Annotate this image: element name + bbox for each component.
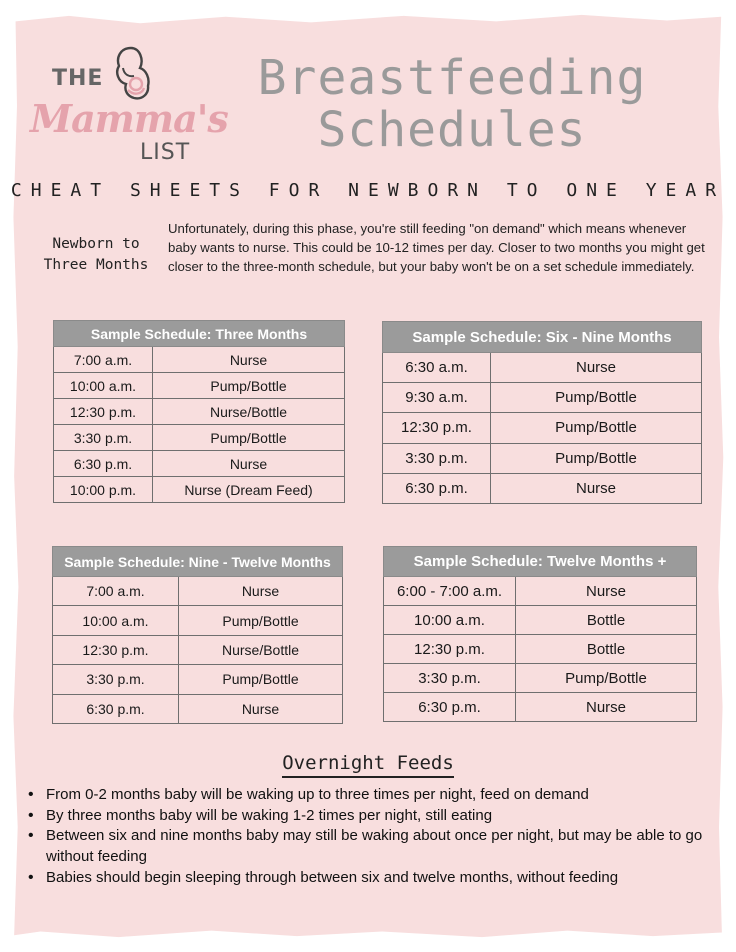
table-row xyxy=(54,373,345,399)
schedule-table-three-months xyxy=(53,320,345,503)
table-row xyxy=(54,451,345,477)
time-cell: 6:00 - 7:00 a.m. xyxy=(384,577,516,606)
activity-cell: Nurse (Dream Feed) xyxy=(153,477,345,503)
time-cell: 12:30 p.m. xyxy=(384,635,516,664)
time-cell: 10:00 a.m. xyxy=(53,606,179,635)
table-row xyxy=(384,606,697,635)
table-row xyxy=(384,577,697,606)
time-cell: 6:30 p.m. xyxy=(53,694,179,723)
page-subtitle: CHEAT SHEETS FOR NEWBORN TO ONE YEAR xyxy=(10,180,726,201)
time-cell: 3:30 p.m. xyxy=(384,664,516,693)
table-row xyxy=(54,477,345,503)
schedule-table-twelve-months-plus xyxy=(383,546,697,722)
time-cell: 6:30 a.m. xyxy=(383,353,491,383)
activity-cell: Nurse xyxy=(179,694,343,723)
time-cell: 10:00 a.m. xyxy=(384,606,516,635)
table-row xyxy=(53,665,343,694)
time-cell: 10:00 p.m. xyxy=(54,477,153,503)
table-row xyxy=(384,664,697,693)
time-cell: 10:00 a.m. xyxy=(54,373,153,399)
activity-cell: Nurse/Bottle xyxy=(179,635,343,664)
table-row xyxy=(53,694,343,723)
time-cell: 12:30 p.m. xyxy=(383,413,491,443)
activity-cell: Nurse/Bottle xyxy=(153,399,345,425)
list-item: • Babies should begin sleeping through between six and twelve months, without feeding xyxy=(26,868,716,889)
activity-cell: Nurse xyxy=(516,693,697,722)
table-row xyxy=(54,347,345,373)
newborn-label xyxy=(32,234,160,276)
time-cell: 12:30 p.m. xyxy=(53,635,179,664)
logo xyxy=(30,44,228,174)
table-title: Sample Schedule: Six - Nine Months xyxy=(383,322,702,353)
table-row xyxy=(54,425,345,451)
activity-cell: Pump/Bottle xyxy=(491,443,702,473)
logo-mammas: Mamma's xyxy=(30,96,228,141)
list-item: • From 0-2 months baby will be waking up to three times per night, feed on demand xyxy=(26,785,716,806)
table-row xyxy=(383,383,702,413)
table-row xyxy=(384,693,697,722)
table-row xyxy=(53,606,343,635)
time-cell: 3:30 p.m. xyxy=(383,443,491,473)
activity-cell: Pump/Bottle xyxy=(153,373,345,399)
table-row xyxy=(383,443,702,473)
title-line-2: Schedules xyxy=(317,102,587,158)
activity-cell: Nurse xyxy=(516,577,697,606)
table-row xyxy=(54,399,345,425)
time-cell: 6:30 p.m. xyxy=(383,473,491,503)
table-row xyxy=(383,353,702,383)
activity-cell: Nurse xyxy=(153,451,345,477)
title-line-1: Breastfeeding xyxy=(257,50,647,106)
time-cell: 6:30 p.m. xyxy=(384,693,516,722)
time-cell: 9:30 a.m. xyxy=(383,383,491,413)
list-item: • By three months baby will be waking 1-2 times per night, still eating xyxy=(26,806,716,827)
time-cell: 6:30 p.m. xyxy=(54,451,153,477)
table-title: Sample Schedule: Twelve Months + xyxy=(384,547,697,577)
logo-list: LIST xyxy=(140,140,191,165)
table-row xyxy=(383,413,702,443)
time-cell: 12:30 p.m. xyxy=(54,399,153,425)
newborn-label-line-1: Newborn to xyxy=(52,236,140,252)
table-row xyxy=(53,635,343,664)
activity-cell: Nurse xyxy=(179,577,343,606)
mother-and-baby-icon xyxy=(106,44,156,102)
time-cell: 3:30 p.m. xyxy=(54,425,153,451)
logo-the: THE xyxy=(52,66,104,91)
table-row xyxy=(383,473,702,503)
activity-cell: Pump/Bottle xyxy=(179,606,343,635)
activity-cell: Nurse xyxy=(491,353,702,383)
activity-cell: Bottle xyxy=(516,606,697,635)
activity-cell: Pump/Bottle xyxy=(491,383,702,413)
newborn-description: Unfortunately, during this phase, you're still feeding "on demand" which means whenever baby wants to nurse. This could be 10-12 times per day. Closer to two months you might get closer to the three-month schedule, but your baby won't be on a set schedule immediately. xyxy=(168,221,705,274)
time-cell: 7:00 a.m. xyxy=(54,347,153,373)
activity-cell: Bottle xyxy=(516,635,697,664)
overnight-bullet-list xyxy=(26,785,716,889)
newborn-label-line-2: Three Months xyxy=(43,257,149,273)
time-cell: 3:30 p.m. xyxy=(53,665,179,694)
activity-cell: Nurse xyxy=(153,347,345,373)
page-title xyxy=(222,52,682,156)
time-cell: 7:00 a.m. xyxy=(53,577,179,606)
activity-cell: Pump/Bottle xyxy=(179,665,343,694)
activity-cell: Pump/Bottle xyxy=(491,413,702,443)
overnight-section-title xyxy=(0,752,736,774)
table-title: Sample Schedule: Nine - Twelve Months xyxy=(53,547,343,577)
activity-cell: Nurse xyxy=(491,473,702,503)
list-item: • Between six and nine months baby may still be waking about once per night, but may be able to go without feeding xyxy=(26,826,716,867)
table-row xyxy=(53,577,343,606)
activity-cell: Pump/Bottle xyxy=(153,425,345,451)
table-title: Sample Schedule: Three Months xyxy=(54,321,345,347)
schedule-table-six-nine-months xyxy=(382,321,702,504)
overnight-title-text: Overnight Feeds xyxy=(282,752,454,778)
activity-cell: Pump/Bottle xyxy=(516,664,697,693)
schedule-table-nine-twelve-months xyxy=(52,546,343,724)
table-row xyxy=(384,635,697,664)
